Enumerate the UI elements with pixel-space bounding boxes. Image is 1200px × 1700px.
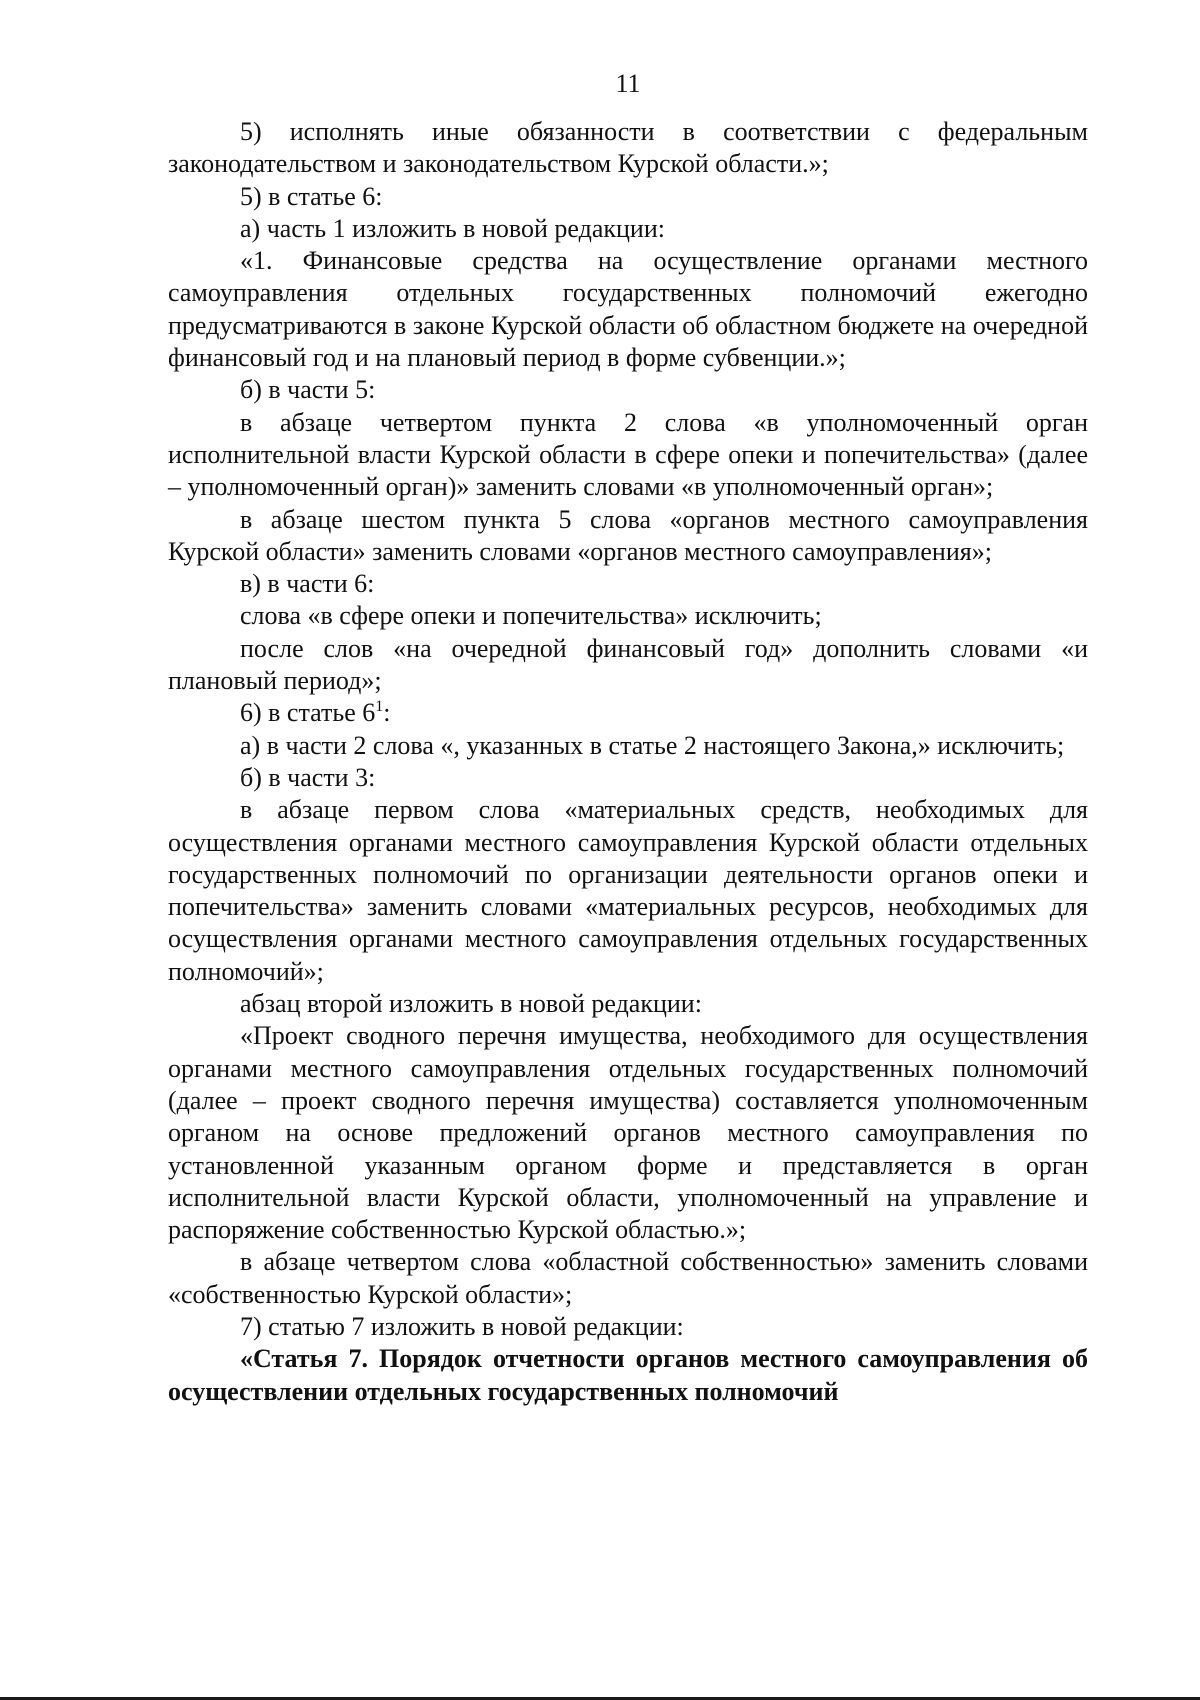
article-6-1-heading (168, 697, 1088, 729)
paragraph: 5) в статье 6: (240, 181, 383, 211)
paragraph: а) в части 2 слова «, указанных в статье 2 настоящего Закона,» исключить; (240, 730, 1065, 760)
superscript: 1 (375, 698, 384, 716)
paragraph: б) в части 3: (240, 762, 376, 792)
paragraph: в абзаце шестом пункта 5 слова «органов местного самоуправления Курской области» заменить словами «органов местного самоуправления»; (168, 504, 1088, 566)
paragraph: после слов «на очередной финансовый год» дополнить словами «и плановый период»; (168, 633, 1088, 696)
heading-colon: : (383, 698, 391, 728)
paragraph: 5) исполнять иные обязанности в соответствии с федеральным законодательством и законодательством Курской области.»; (168, 117, 1088, 179)
paragraph: абзац второй изложить в новой редакции: (240, 989, 702, 1019)
paragraph: в) в части 6: (240, 569, 375, 599)
paragraph: 7) статью 7 изложить в новой редакции: (240, 1311, 684, 1341)
paragraph: слова «в сфере опеки и попечительства» исключить; (240, 601, 822, 631)
page-number: 11 (615, 69, 641, 98)
paragraph: в абзаце четвертом пункта 2 слова «в уполномоченный орган исполнительной власти Курской области в сфере опеки и попечительства» (далее – уполномоченный орган)» заменить словами «в уполномоченный орган»; (168, 407, 1088, 502)
heading-text: 6) в статье 6 (240, 698, 376, 728)
article-7-heading: «Статья 7. Порядок отчетности органов местного самоуправления об осуществлении отдельных государственных полномочий (168, 1344, 1088, 1406)
paragraph: в абзаце первом слова «материальных средств, необходимых для осуществления органами местного самоуправления Курской области отдельных государственных полномочий по организации деятельности органов опеки и попечительства» заменить словами «материальных ресурсов, необходимых для осуществления органами местного самоуправления отдельных государственных полномочий»; (168, 795, 1088, 986)
paragraph: в абзаце четвертом слова «областной собственностью» заменить словами «собственностью Курской области»; (168, 1247, 1088, 1309)
paragraph: б) в части 5: (240, 375, 376, 405)
document-page (168, 0, 1088, 1700)
paragraph: «Проект сводного перечня имущества, необходимого для осуществления органами местного самоуправления отдельных государственных полномочий (далее – проект сводного перечня имущества) составляется уполномоченным органом на основе предложений органов местного самоуправления по установленной указанным органом форме и представляется в орган исполнительной власти Курской области, уполномоченный на управление и распоряжение собственностью Курской областью.»; (168, 1021, 1088, 1245)
paragraph: «1. Финансовые средства на осуществление органами местного самоуправления отдельных государственных полномочий ежегодно предусматриваются в законе Курской области об областном бюджете на очередной финансовый год и на плановый период в форме субвенции.»; (168, 246, 1088, 373)
paragraph: а) часть 1 изложить в новой редакции: (240, 213, 665, 243)
document-body (168, 116, 1088, 1408)
